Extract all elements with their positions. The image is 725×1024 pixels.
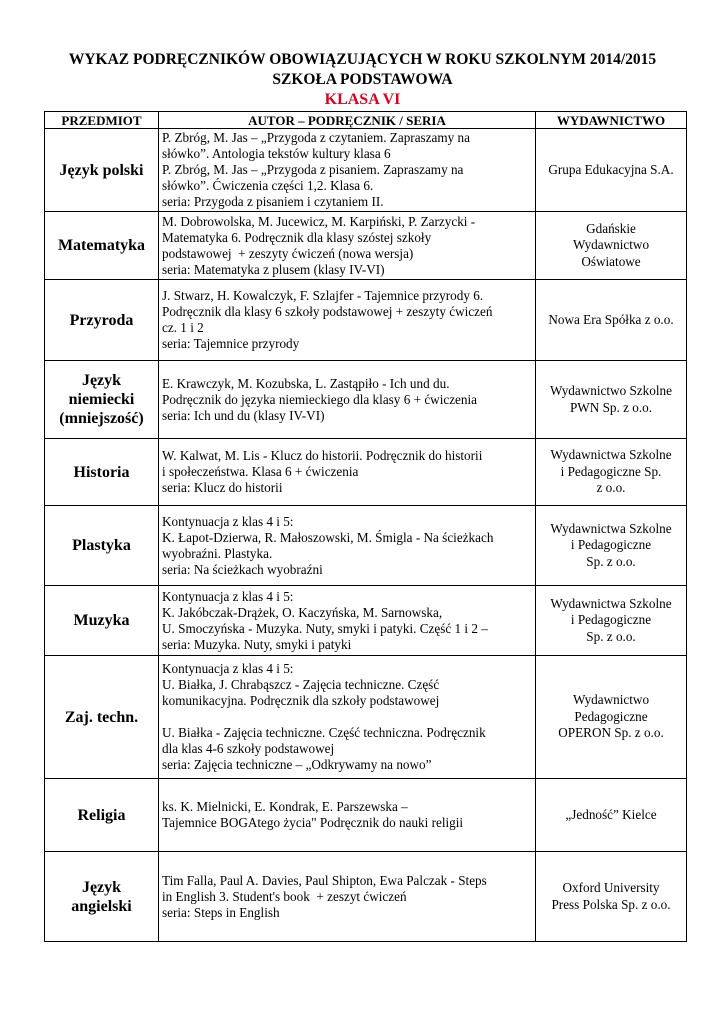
- table-row: [45, 212, 687, 280]
- author-cell: [159, 779, 536, 852]
- table-row: [45, 129, 687, 212]
- publisher-cell-text: Wydawnictwo Pedagogiczne OPERON Sp. z o.o.: [558, 692, 664, 741]
- subject-cell: [45, 212, 159, 280]
- subject-cell-text: Muzyka: [73, 612, 130, 629]
- publisher-cell-text: Gdańskie Wydawnictwo Oświatowe: [572, 220, 650, 269]
- author-cell: [159, 212, 536, 280]
- author-cell-text: Kontynuacja z klas 4 i 5: U. Białka, J. Chrabąszcz - Zajęcia techniczne. Część komunikacyjna. Podręcznik dla szkoły podstawowej U. Białka - Zajęcia techniczne. Część techniczna. Podręcznik dla klas 4-6 szkoły podstawowej seria: Zajęcia techniczne – „Odkrywamy na nowo”: [162, 661, 486, 772]
- table-row: [45, 779, 687, 852]
- subject-cell: [45, 586, 159, 656]
- table-row: [45, 586, 687, 656]
- school-type: SZKOŁA PODSTAWOWA: [272, 71, 453, 88]
- subject-cell: [45, 129, 159, 212]
- column-header-author: AUTOR – PODRĘCZNIK / SERIA: [159, 112, 536, 129]
- class-label: KLASA VI: [324, 91, 401, 108]
- subject-cell-text: Język niemiecki (mniejszość): [59, 372, 144, 427]
- author-cell: [159, 280, 536, 361]
- subject-cell-text: Język polski: [59, 161, 144, 179]
- table-row: [45, 280, 687, 361]
- textbook-table: [44, 111, 687, 942]
- publisher-cell-text: Nowa Era Spółka z o.o.: [548, 311, 674, 327]
- publisher-cell-text: Wydawnictwa Szkolne i Pedagogiczne Sp. z o.o.: [550, 520, 672, 569]
- author-cell-text: Tim Falla, Paul A. Davies, Paul Shipton, Ewa Palczak - Steps in English 3. Student's book + zeszyt ćwiczeń seria: Steps in English: [162, 872, 487, 920]
- author-cell-text: P. Zbróg, M. Jas – „Przygoda z czytaniem. Zapraszamy na słówko”. Antologia tekstów kultury klasa 6 P. Zbróg, M. Jas – „Przygoda z pisaniem. Zapraszamy na słówko”. Ćwiczenia części 1,2. Klasa 6. seria: Przygoda z pisaniem i czytaniem II.: [162, 130, 470, 209]
- author-cell: [159, 656, 536, 779]
- table-header-row: [45, 112, 687, 129]
- table-row: [45, 852, 687, 942]
- author-cell-text: Kontynuacja z klas 4 i 5: K. Łapot-Dzierwa, R. Małoszowski, M. Śmigla - Na ścieżkach wyobraźni. Plastyka. seria: Na ścieżkach wyobraźni: [162, 513, 494, 577]
- subject-cell-text: Przyroda: [69, 311, 134, 329]
- subject-cell-text: Religia: [77, 806, 126, 824]
- publisher-cell-text: Grupa Edukacyjna S.A.: [548, 161, 674, 177]
- publisher-cell: [536, 656, 687, 779]
- publisher-cell: [536, 779, 687, 852]
- subject-cell-text: Plastyka: [72, 537, 131, 554]
- subject-cell: [45, 361, 159, 439]
- publisher-cell: [536, 280, 687, 361]
- author-cell-text: J. Stwarz, H. Kowalczyk, F. Szlajfer - Tajemnice przyrody 6. Podręcznik dla klasy 6 szkoły podstawowej + zeszyty ćwiczeń cz. 1 i 2 seria: Tajemnice przyrody: [162, 288, 493, 351]
- table-row: [45, 439, 687, 506]
- table-row: [45, 656, 687, 779]
- publisher-cell: [536, 586, 687, 656]
- author-cell-text: Kontynuacja z klas 4 i 5: K. Jakóbczak-Drążek, O. Kaczyńska, M. Sarnowska, U. Smoczyńska - Muzyka. Nuty, smyki i patyki. Część 1 i 2 – seria: Muzyka. Nuty, smyki i patyki: [162, 588, 488, 652]
- author-cell: [159, 129, 536, 212]
- table-row: [45, 361, 687, 439]
- publisher-cell: [536, 212, 687, 280]
- author-cell-text: M. Dobrowolska, M. Jucewicz, M. Karpiński, P. Zarzycki - Matematyka 6. Podręcznik dla klasy szóstej szkoły podstawowej + zeszyty ćwiczeń (nowa wersja) seria: Matematyka z plusem (klasy IV-VI): [162, 213, 476, 277]
- table-row: [45, 506, 687, 586]
- publisher-cell-text: Wydawnictwo Szkolne PWN Sp. z o.o.: [550, 383, 672, 415]
- subject-cell: [45, 656, 159, 779]
- document-title: WYKAZ PODRĘCZNIKÓW OBOWIĄZUJĄCYCH W ROKU SZKOLNYM 2014/2015: [68, 51, 657, 68]
- subject-cell: [45, 506, 159, 586]
- author-cell-text: W. Kalwat, M. Lis - Klucz do historii. Podręcznik do historii i społeczeństwa. Klasa 6 + ćwiczenia seria: Klucz do historii: [162, 448, 483, 495]
- publisher-cell: [536, 852, 687, 942]
- publisher-cell: [536, 361, 687, 439]
- subject-cell: [45, 439, 159, 506]
- subject-cell-text: Historia: [73, 463, 130, 481]
- subject-cell: [45, 852, 159, 942]
- author-cell: [159, 852, 536, 942]
- subject-cell: [45, 779, 159, 852]
- publisher-cell-text: Wydawnictwa Szkolne i Pedagogiczne Sp. z o.o.: [550, 595, 672, 644]
- author-cell-text: E. Krawczyk, M. Kozubska, L. Zastąpiło - Ich und du. Podręcznik do języka niemieckiego dla klasy 6 + ćwiczenia seria: Ich und du (klasy IV-VI): [162, 375, 478, 423]
- publisher-cell: [536, 439, 687, 506]
- author-cell-text: ks. K. Mielnicki, E. Kondrak, E. Parszewska – Tajemnice BOGAtego życia" Podręcznik do nauki religii: [162, 799, 464, 830]
- document-header: [0, 50, 725, 110]
- author-cell: [159, 506, 536, 586]
- author-cell: [159, 586, 536, 656]
- publisher-cell-text: Oxford University Press Polska Sp. z o.o.: [551, 880, 671, 912]
- column-header-subject: PRZEDMIOT: [45, 112, 159, 129]
- subject-cell-text: Zaj. techn.: [64, 708, 139, 726]
- subject-cell-text: Język angielski: [71, 878, 132, 915]
- publisher-cell-text: „Jedność” Kielce: [565, 806, 657, 822]
- column-header-publisher: WYDAWNICTWO: [536, 112, 687, 129]
- publisher-cell: [536, 506, 687, 586]
- subject-cell: [45, 280, 159, 361]
- publisher-cell-text: Wydawnictwa Szkolne i Pedagogiczne Sp. z o.o.: [550, 447, 672, 496]
- author-cell: [159, 361, 536, 439]
- subject-cell-text: Matematyka: [57, 237, 146, 254]
- publisher-cell: [536, 129, 687, 212]
- author-cell: [159, 439, 536, 506]
